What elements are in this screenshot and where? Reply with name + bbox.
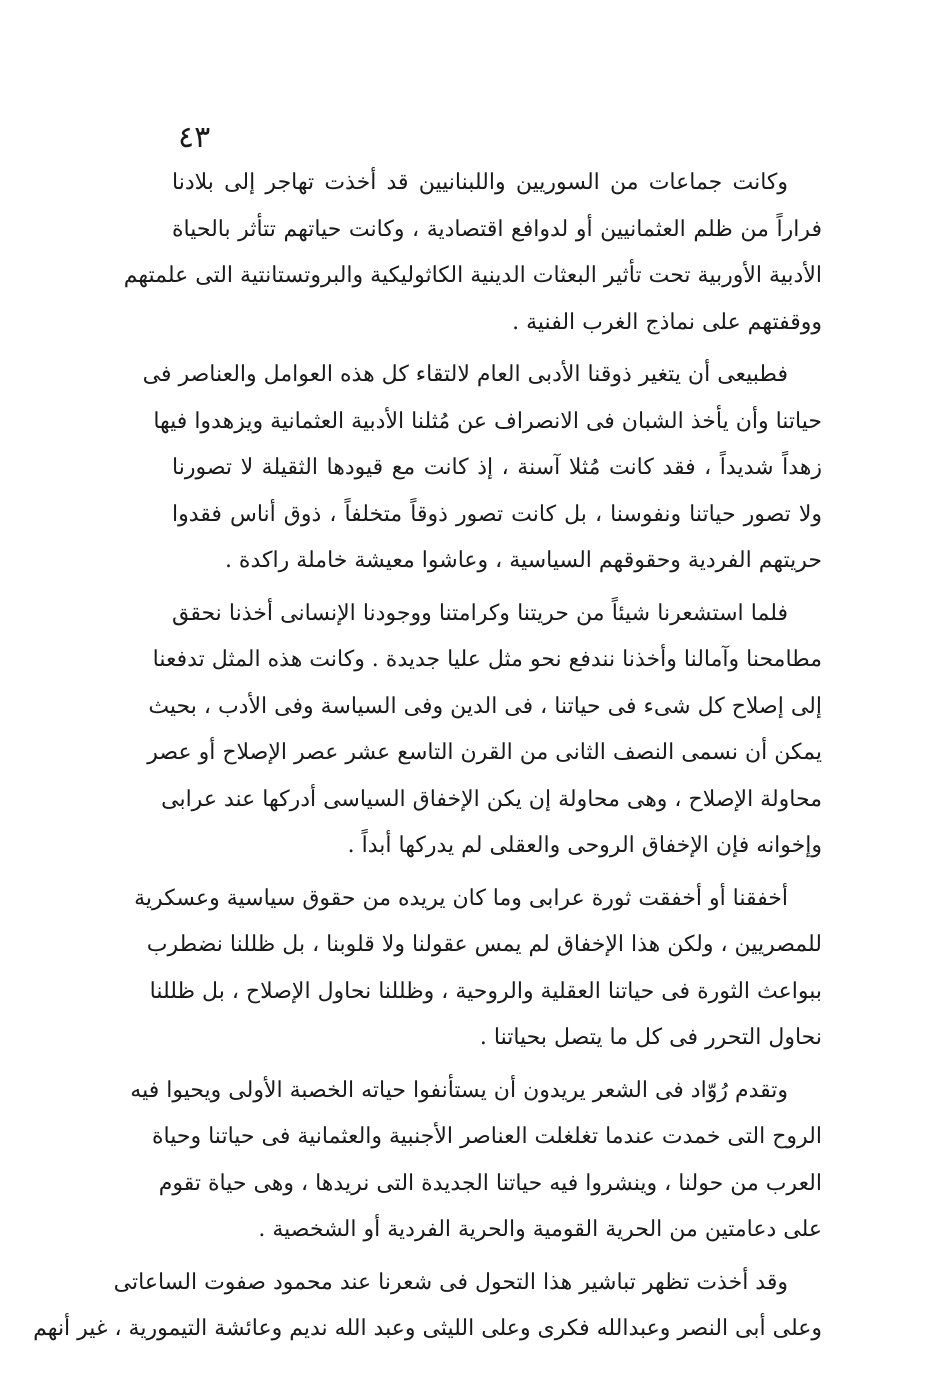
paragraph	[123, 160, 822, 346]
text-line: فراراً من ظلم العثمانيين أو لدوافع اقتصادية ، وكانت حياتهم تتأثر بالحياة	[172, 216, 822, 242]
text-line: مطامحنا وآمالنا وأخذنا نندفع نحو مثل عليا جديدة . وكانت هذه المثل تدفعنا	[152, 647, 822, 672]
paragraph	[130, 1068, 822, 1254]
body-text	[33, 160, 822, 1359]
text-line: حريتهم الفردية وحقوقهم السياسية ، وعاشوا معيشة خاملة راكدة .	[224, 548, 822, 573]
text-line: وكانت جماعات من السوريين واللبنانيين قد أخذت تهاجر إلى بلادنا	[172, 170, 788, 195]
text-line: العرب من حولنا ، وينشروا فيه حياتنا الجديدة التى نريدها ، وهى حياة تقوم	[158, 1170, 822, 1196]
text-line: ووقفتهم على نماذج الغرب الفنية .	[512, 309, 822, 335]
paragraph	[134, 876, 822, 1062]
text-line: محاولة الإصلاح ، وهى محاولة إن يكن الإخفاق السياسى أدركها عند عرابى	[161, 786, 822, 812]
text-line: وعلى أبى النصر وعبدالله فكرى وعلى الليثى وعبد الله نديم وعائشة التيمورية ، غير أنهم	[33, 1316, 822, 1341]
text-line: وتقدم رُوّاد فى الشعر يريدون أن يستأنفوا حياته الخصبة الأولى ويحيوا فيه	[130, 1077, 788, 1103]
paragraph	[142, 352, 822, 585]
text-line: الأدبية الأوربية تحت تأثير البعثات الدينية الكاثوليكية والبروتستانتية التى علمتهم	[123, 263, 822, 288]
text-line: نحاول التحرر فى كل ما يتصل بحياتنا .	[479, 1025, 822, 1050]
text-line: الروح التى خمدت عندما تغلغلت العناصر الأجنبية والعثمانية فى حياتنا وحياة	[152, 1124, 822, 1149]
page-number: ٤٣	[178, 120, 211, 155]
text-line: يمكن أن نسمى النصف الثانى من القرن التاسع عشر عصر الإصلاح أو عصر	[147, 740, 822, 765]
text-line: فطبيعى أن يتغير ذوقنا الأدبى العام لالتقاء كل هذه العوامل والعناصر فى	[142, 362, 788, 387]
text-line: فلما استشعرنا شيئاً من حريتنا وكرامتنا ووجودنا الإنسانى أخذنا نحقق	[172, 600, 788, 626]
text-line: وإخوانه فإن الإخفاق الروحى والعقلى لم يدركها أبداً .	[347, 833, 822, 858]
paragraph	[33, 1260, 822, 1353]
text-line: وقد أخذت تظهر تباشير هذا التحول فى شعرنا عند محمود صفوت الساعاتى	[113, 1269, 788, 1295]
text-line: للمصريين ، ولكن هذا الإخفاق لم يمس عقولنا ولا قلوبنا ، بل ظللنا نضطرب	[146, 932, 822, 957]
text-line: زهداً شديداً ، فقد كانت مُثلا آسنة ، إذ كانت مع قيودها الثقيلة لا تصورنا	[172, 455, 822, 480]
paragraph	[147, 591, 822, 870]
text-line: ولا تصور حياتنا ونفوسنا ، بل كانت تصور ذوقاً متخلفاً ، ذوق أناس فقدوا	[172, 501, 822, 527]
text-line: إلى إصلاح كل شىء فى حياتنا ، فى الدين وفى السياسة وفى الأدب ، بحيث	[148, 693, 822, 719]
text-line: حياتنا وأن يأخذ الشبان فى الانصراف عن مُثلنا الأدبية العثمانية ويزهدوا فيها	[153, 408, 822, 434]
text-line: أخفقنا أو أخفقت ثورة عرابى وما كان يريده من حقوق سياسية وعسكرية	[134, 885, 788, 911]
text-line: على دعامتين من الحرية القومية والحرية الفردية أو الشخصية .	[258, 1217, 822, 1242]
text-line: ببواعث الثورة فى حياتنا العقلية والروحية ، وظللنا نحاول الإصلاح ، بل ظللنا	[149, 978, 822, 1004]
